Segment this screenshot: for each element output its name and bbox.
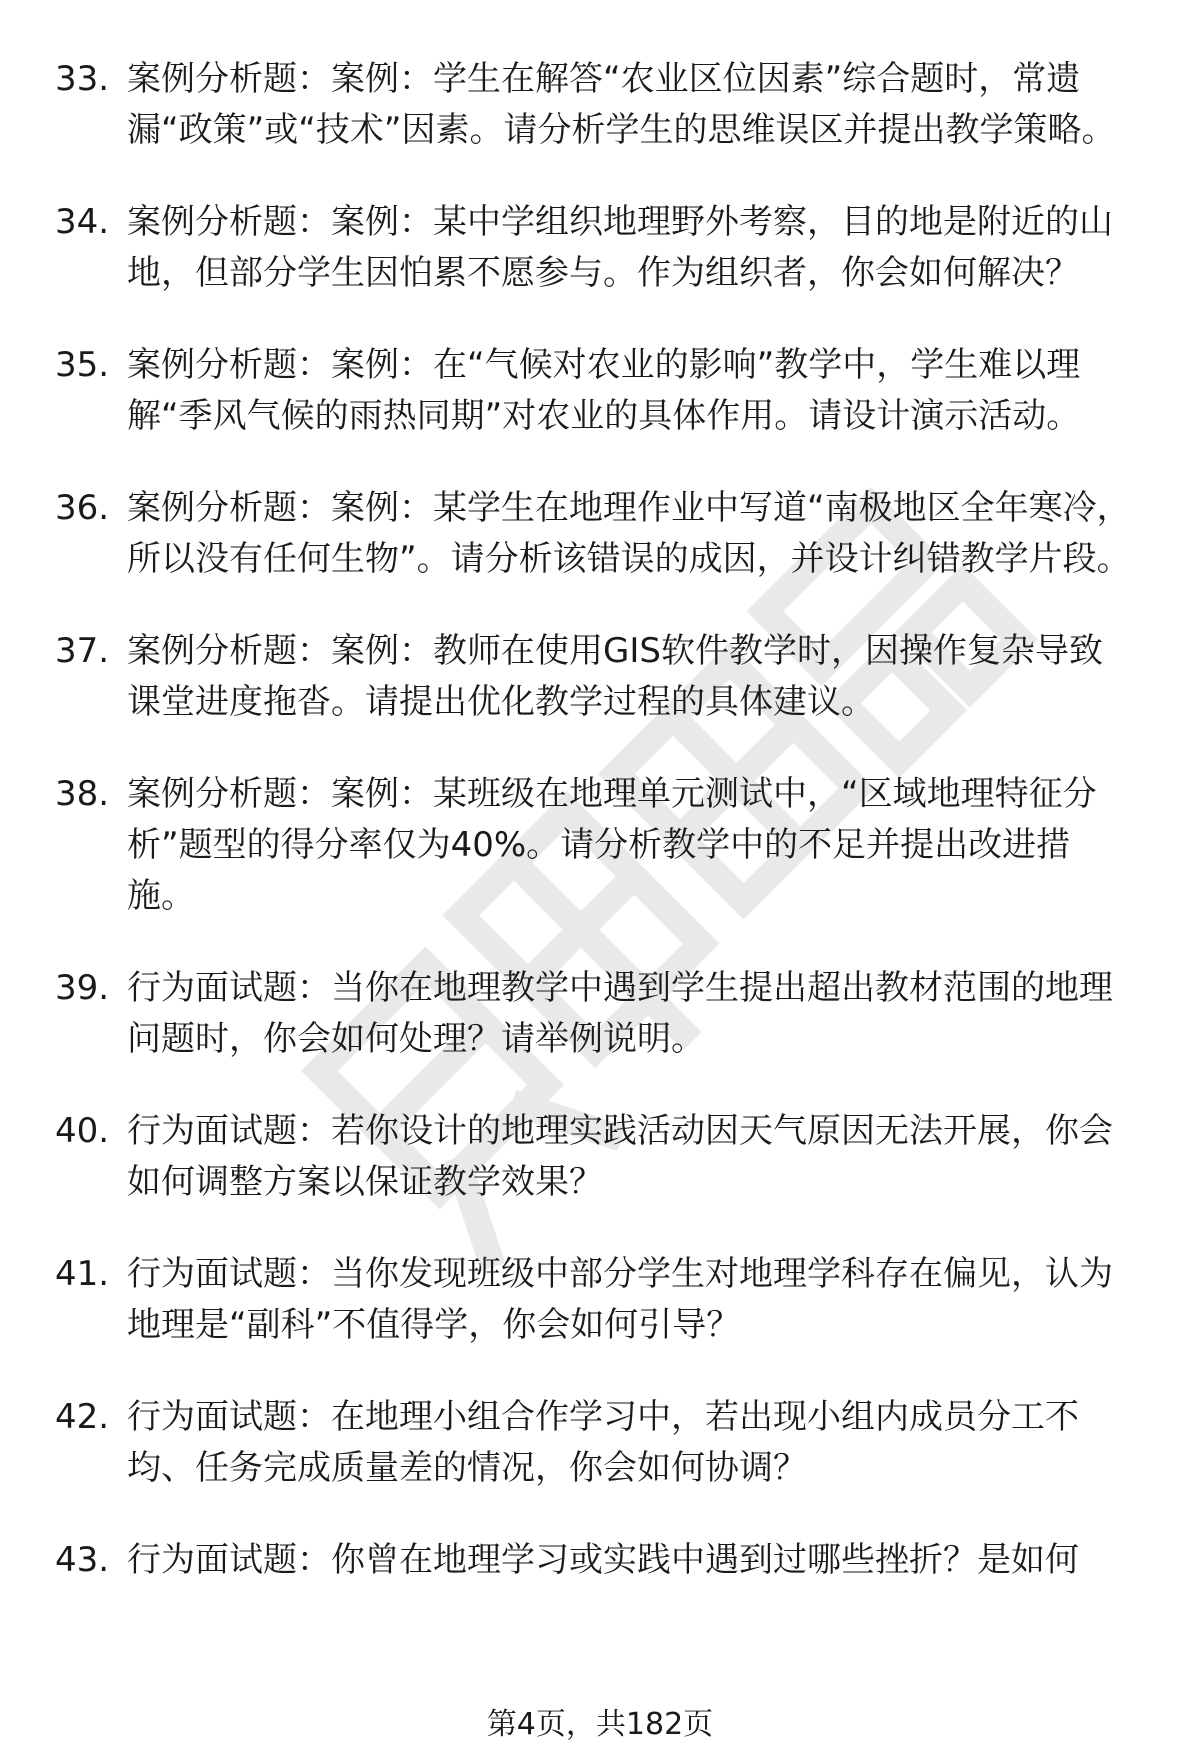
question-number: 38. — [55, 774, 110, 814]
question-number: 41. — [55, 1254, 110, 1294]
question-item — [0, 1249, 1200, 1351]
question-text: 案例分析题：案例：在“气候对农业的影响”教学中，学生难以理解“季风气候的雨热同期”对农业的具体作用。请设计演示活动。 — [127, 345, 1081, 436]
question-number: 43. — [55, 1540, 110, 1580]
question-item — [0, 483, 1200, 585]
question-item — [0, 1106, 1200, 1208]
question-item — [0, 340, 1200, 442]
question-number: 34. — [55, 202, 110, 242]
question-item — [0, 197, 1200, 299]
question-list — [0, 54, 1200, 1627]
question-text: 案例分析题：案例：某班级在地理单元测试中，“区域地理特征分析”题型的得分率仅为40%。请分析教学中的不足并提出改进措施。 — [127, 774, 1097, 916]
question-number: 37. — [55, 631, 110, 671]
question-number: 35. — [55, 345, 110, 385]
question-text: 行为面试题：若你设计的地理实践活动因天气原因无法开展，你会如何调整方案以保证教学效果？ — [127, 1111, 1113, 1202]
question-text: 案例分析题：案例：某学生在地理作业中写道“南极地区全年寒冷，所以没有任何生物”。请分析该错误的成因，并设计纠错教学片段。 — [127, 488, 1131, 579]
question-text: 行为面试题：当你在地理教学中遇到学生提出超出教材范围的地理问题时，你会如何处理？请举例说明。 — [127, 968, 1113, 1059]
page-footer: 第4页，共182页 — [486, 1707, 714, 1742]
question-text: 案例分析题：案例：学生在解答“农业区位因素”综合题时，常遗漏“政策”或“技术”因素。请分析学生的思维误区并提出教学策略。 — [127, 59, 1116, 150]
question-number: 42. — [55, 1397, 110, 1437]
question-item — [0, 769, 1200, 922]
question-text: 行为面试题：当你发现班级中部分学生对地理学科存在偏见，认为地理是“副科”不值得学，你会如何引导？ — [127, 1254, 1113, 1345]
question-number: 36. — [55, 488, 110, 528]
question-text: 案例分析题：案例：某中学组织地理野外考察，目的地是附近的山地，但部分学生因怕累不愿参与。作为组织者，你会如何解决？ — [127, 202, 1113, 293]
question-text: 行为面试题：你曾在地理学习或实践中遇到过哪些挫折？是如何 — [127, 1540, 1079, 1580]
question-text: 行为面试题：在地理小组合作学习中，若出现小组内成员分工不均、任务完成质量差的情况，你会如何协调？ — [127, 1397, 1079, 1488]
question-item — [0, 1392, 1200, 1494]
question-number: 39. — [55, 968, 110, 1008]
question-number: 40. — [55, 1111, 110, 1151]
question-item — [0, 54, 1200, 156]
question-text: 案例分析题：案例：教师在使用GIS软件教学时，因操作复杂导致课堂进度拖沓。请提出优化教学过程的具体建议。 — [127, 631, 1103, 722]
question-item — [0, 626, 1200, 728]
question-item — [0, 963, 1200, 1065]
question-item — [0, 1535, 1200, 1586]
question-number: 33. — [55, 59, 110, 99]
